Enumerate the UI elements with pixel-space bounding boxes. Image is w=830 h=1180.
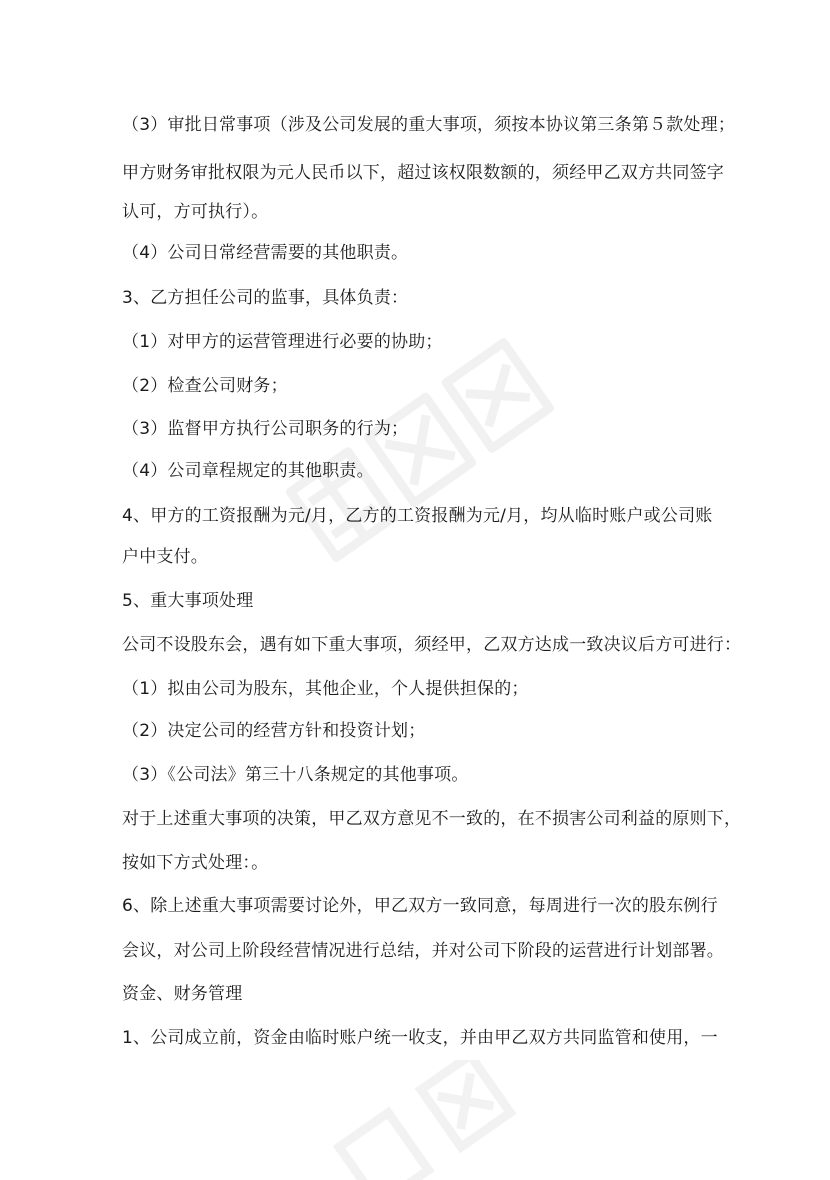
text-line: 3、乙方担任公司的监事，具体负责： (122, 288, 409, 308)
text-line: （3）审批日常事项（涉及公司发展的重大事项，须按本协议第三条第５款处理； (122, 115, 736, 135)
text-line: （2）检查公司财务； (122, 376, 288, 396)
text-line: 6、除上述重大事项需要讨论外，甲乙双方一致同意，每周进行一次的股东例行 (122, 896, 718, 916)
text-line: 认可，方可执行）。 (122, 202, 269, 222)
text-line: 对于上述重大事项的决策，甲乙双方意见不一致的，在不损害公司利益的原则下， (122, 809, 742, 829)
text-line: 按如下方式处理：。 (122, 853, 269, 873)
text-line: 1、公司成立前，资金由临时账户统一收支，并由甲乙双方共同监管和使用，一 (122, 1028, 718, 1048)
text-line: 户中支付。 (122, 547, 208, 567)
section-heading: 5、重大事项处理 (122, 591, 254, 611)
text-line: 4、甲方的工资报酬为元/月，乙方的工资报酬为元/月，均从临时账户或公司账 (122, 506, 713, 526)
text-line: （4）公司章程规定的其他职责。 (122, 461, 374, 481)
text-line: （3）《公司法》第三十八条规定的其他事项。 (122, 765, 469, 785)
section-heading: 资金、财务管理 (122, 984, 243, 1004)
text-line: 公司不设股东会，遇有如下重大事项，须经甲，乙双方达成一致决议后方可进行： (122, 635, 742, 655)
text-line: （1）拟由公司为股东，其他企业，个人提供担保的； (122, 679, 529, 699)
text-line: （2）决定公司的经营方针和投资计划； (122, 721, 426, 741)
text-line: （4）公司日常经营需要的其他职责。 (122, 243, 409, 263)
text-line: （1）对甲方的运营管理进行必要的协助； (122, 332, 443, 352)
text-line: （3）监督甲方执行公司职务的行为； (122, 419, 409, 439)
text-line: 甲方财务审批权限为元人民币以下，超过该权限数额的，须经甲乙双方共同签字 (122, 163, 724, 183)
watermark-graphic-bottom (300, 1060, 560, 1180)
text-line: 会议，对公司上阶段经营情况进行总结，并对公司下阶段的运营进行计划部署。 (122, 941, 724, 961)
